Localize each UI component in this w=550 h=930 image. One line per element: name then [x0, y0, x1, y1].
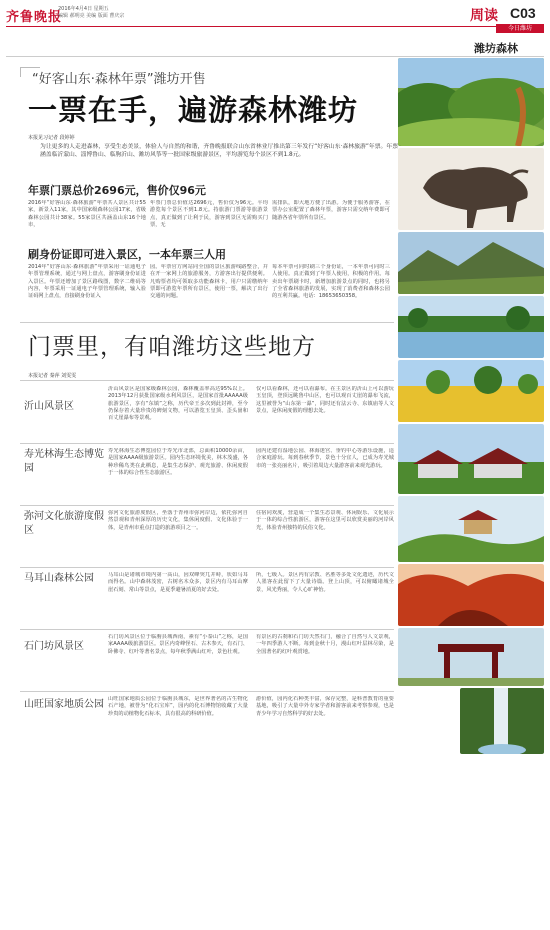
headline: 一票在手，遍游森林潍坊: [28, 93, 359, 127]
body-column: 需排队，即大地方便了出游。为便于服务游客，在票办公室配置了森林年票，游客只需交纳年费即可随游各省年票所有景区。: [272, 200, 390, 221]
body-column: 年票门票总价值达2696元，售价仅为96元。平均游览每个景区不到1.8元。持旅游门票游等旅游景点，真正做到了让利于民，游客到景区无需购买门票，无: [150, 200, 268, 228]
red-leaves-photo: [398, 564, 544, 626]
divider: [20, 505, 394, 506]
row-text: 沂山风景区是国家级森林公园，森林覆盖率高达95%以上。2013年12月获批国家级水利风景区，是国家首批AAAAA级旅游景区，享有“东镇”之称，历代帝王多次到此封禅，至今仍保存着大量珍贵的碑刻文物，可以游览玉皇顶、歪头崮和百丈崖瀑布等景观。: [108, 386, 248, 422]
row-text: 仅可以看森林，还可以看瀑布。在主景区的沂山上可以游玩玉皇顶，登顶远眺鲁中山区，也可以观百丈崖的瀑布飞流，这里被誉为“山东第一瀑”，同时还有法云寺、东镇庙等人文景点，是休闲度假的理想去处。: [256, 386, 394, 414]
divider: [20, 691, 394, 692]
subhead-price: 年票门票总价2696元，售价仅96元: [28, 184, 206, 197]
staff-line: 编辑 郝明亮 美编 版面 曹庆宗: [58, 13, 125, 19]
row-text: 园内还建有湿地公园、林海迷宫、垂钓中心等游乐设施，适合家庭游玩。每到春秋季节，景色十分宜人，已成为寿光城市的一张亮丽名片，吸引着周边大量游客前来观光游玩。: [256, 448, 394, 469]
row-label: 马耳山森林公园: [24, 573, 94, 584]
pavilion-photo: [398, 496, 544, 562]
forest-photo: [398, 58, 544, 146]
date-line: 2016年4月4日 星期五: [58, 6, 109, 12]
column-title: 潍坊森林: [474, 42, 518, 55]
row-text: 山旺国家地质公园位于临朐县城东，是世界著名的古生物化石产地，被誉为“化石宝库”，园内的化石博物馆收藏了大量珍贵的动植物化石标本，具有很高的科研价值。: [108, 696, 248, 717]
row-label: 石门坊风景区: [24, 641, 84, 652]
subhead-idcard: 刷身份证即可进入景区，一本年票三人用: [28, 248, 226, 261]
row-text: 马耳山是诸城市境内第一高山，因双峰突兀并峙，状如马耳而得名。山中森林茂密，古树名木众多，景区内有马耳山摩崖石刻、常山等景点，是夏季避暑消夏的好去处。: [108, 572, 248, 593]
edition-tag: 今日潍坊: [496, 24, 544, 33]
row-text: 弥河文化旅游度假区，坐落于青州市弥河岸边，依托弥河自然景观和青州深厚的历史文化，集休闲度假、文化体验于一体，是青州市重点打造的旅游项目之一。: [108, 510, 248, 531]
row-text: 石门坊风景区位于临朐县城西南，素有“小泰山”之称，是国家AAAA级旅游景区。景区内奇峰怪石、古木参天，有石门、卧佛寺、红叶等著名景点，每年秋季满山红叶，景色壮观。: [108, 634, 248, 655]
row-text: 有景区的古刹和石门坊天然石门，融合了自然与人文景观，一年四季游人不断。每到金秋十月，漫山红叶层林尽染，是全国著名的红叶观赏地。: [256, 634, 394, 655]
body-column: 园。年票官方网站同全国的景区旅游线路整合，并在开一家网上的旅游服务，方游客出行提供便利。凡购票者均可领取多功能森林卡，用户只需缴纳年票即可游览年票所有景区，使用一票，解决了出行交通的问题。: [150, 264, 268, 300]
divider: [20, 380, 394, 381]
divider: [20, 629, 394, 630]
divider: [6, 56, 544, 57]
byline: 本报见习记者 段婷婷: [28, 135, 75, 141]
body-column: 2014年“好客山东·森林旅游”年票采用一证通电子年票管理系统，通过与网上盘点，游客刷身份证进入景区。年票还增加了景区路线图，数字二维码等内容，年票采用一证通电子年票管理系统，输入验证码网上盘点，直接刷身份证入: [28, 264, 146, 300]
row-label: 寿光林海生态博览园: [24, 449, 104, 474]
fossil-photo: [398, 148, 544, 230]
section-label: 周读: [470, 8, 498, 24]
byline-2: 本报记者 秦萍 刘雯雯: [28, 373, 77, 379]
masthead: 齐鲁晚报: [6, 10, 63, 25]
lake-photo: [398, 296, 544, 358]
page-number: C03: [510, 5, 536, 21]
row-text: 寿光林海生态博览园位于寿光市北部，总面积10000余亩，是国家AAAA级旅游景区。园内生态环境优美，林木茂盛，各种珍稀鸟类在此栖息，是集生态保护、观光旅游、休闲度假于一体的综合性生态旅游区。: [108, 448, 248, 476]
waterfall-photo: [460, 688, 544, 754]
divider: [20, 322, 394, 323]
divider: [20, 567, 394, 568]
headline-2: 门票里，有咱潍坊这些地方: [28, 334, 316, 360]
divider: [20, 443, 394, 444]
body-column: 每本年票可同时刷三个身份证，一本年票可同时三人使用。真正做到了年票人使用，积极的作用。每卖出年票刷卡时，新增加旅游景点的同时，也将另了全省森林旅游的发展，实现了消费者和森林公园的互利共赢。电话：18653650358。: [272, 264, 390, 300]
row-label: 山旺国家地质公园: [24, 699, 104, 710]
row-label: 弥河文化旅游度假区: [24, 511, 104, 536]
row-text: 住宿同欢度，营造成一个集生态景观、休闲娱乐、文化展示于一体的综合性旅游区，游客在这里可以欣赏美丽的河岸风光，体验青州独特的民俗文化。: [256, 510, 394, 531]
lead-paragraph: 为让更多的人走进森林，享受生态美景，体验人与自然的和谐，齐鲁晚报联合山东省林业厅推出第三年发行“好客山东·森林旅游”年票。年票涵盖临沂蒙山、淄博鲁山、临朐沂山、潍坊风筝等一批国家级旅游景区，平均游览每个景区不到1.8元。: [40, 144, 398, 158]
village-photo: [398, 424, 544, 494]
header-meta: [58, 6, 124, 20]
row-text: 所，七级人。景区内有宗教、名胜等多处文化遗迹，历代文人墨客在此留下了大量诗篇。登上山顶，可以俯瞰诸城全景，风光秀丽，令人心旷神怡。: [256, 572, 394, 593]
mountain-photo: [398, 232, 544, 294]
body-column: 2016年“好客山东·森林旅游”年票共人景区共计55家，新景入11家，其中国家级森林公园17家，省级森林公园共计38家。55家景区共涵盖山东16个地市，: [28, 200, 146, 228]
gate-photo: [398, 628, 544, 686]
kicker: “好客山东·森林年票”潍坊开售: [32, 72, 206, 87]
row-text: 游价值，园内化石种类丰富，保存完整，是科普教育的重要基地，吸引了大量中外专家学者和游客前来考察参观，也是青少年学习自然科学的好去处。: [256, 696, 394, 717]
flower-field-photo: [398, 360, 544, 422]
header-rule: [6, 26, 544, 27]
row-label: 沂山风景区: [24, 401, 74, 412]
